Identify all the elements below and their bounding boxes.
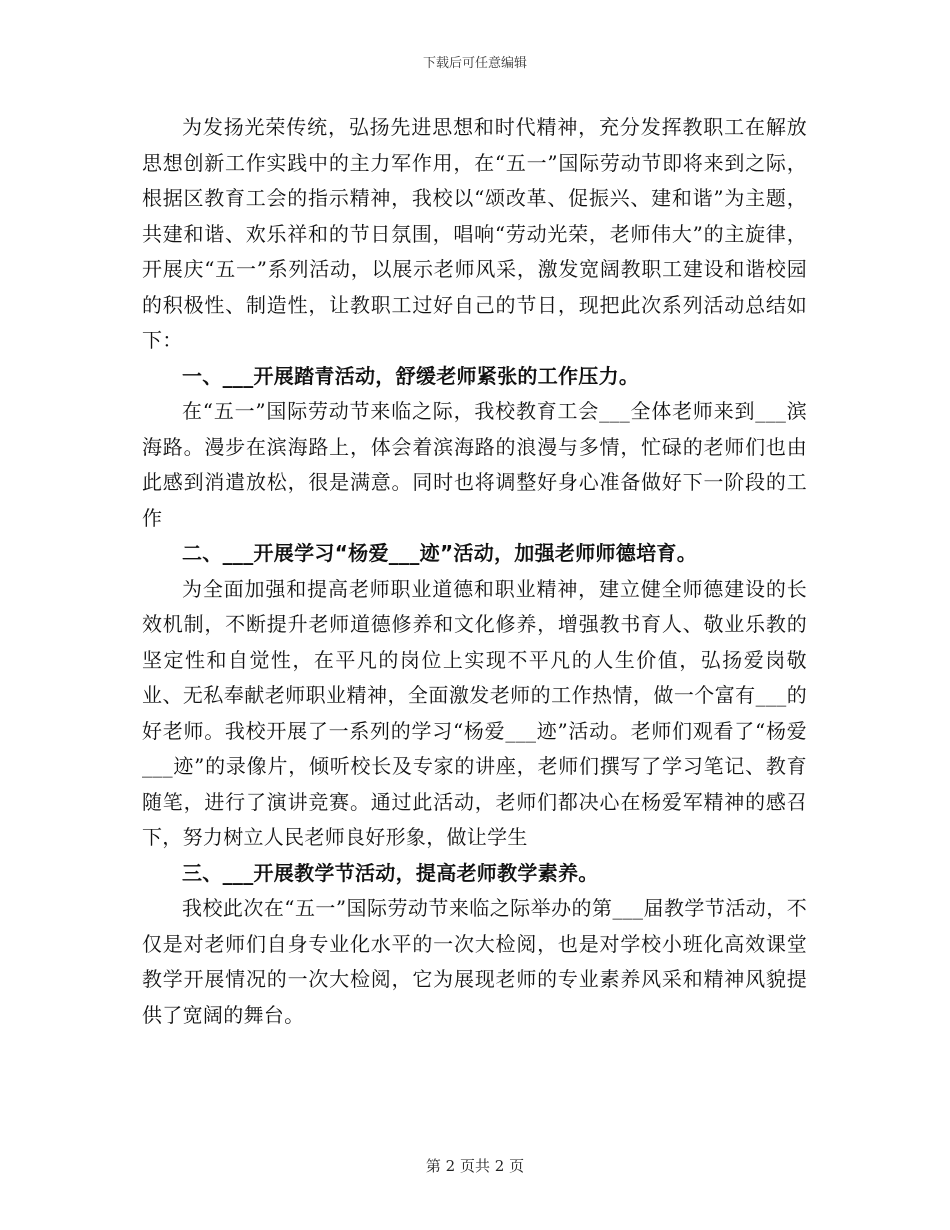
page-header: 下载后可任意编辑 xyxy=(422,56,527,71)
document-body xyxy=(142,110,807,1033)
section-body-2: 为全面加强和提高老师职业道德和职业精神，建立健全师德建设的长效机制，不断提升老师道德修养和文化修养，增强教书育人、敬业乐教的坚定性和自觉性，在平凡的岗位上实现不平凡的人生价值，弘扬爱岗敬业、无私奉献老师职业精神，全面激发老师的工作热情，做一个富有___的好老师。我校开展了一系列的学习“杨爱___迹”活动。老师们观看了“杨爱___迹”的录像片，倾听校长及专家的讲座，老师们撰写了学习笔记、教育随笔，进行了演讲竞赛。通过此活动，老师们都决心在杨爱军精神的感召下，努力树立人民老师良好形象，做让学生 xyxy=(142,576,807,849)
section-body-3: 我校此次在“五一”国际劳动节来临之际举办的第___届教学节活动，不仅是对老师们自身专业化水平的一次大检阅，也是对学校小班化高效课堂教学开展情况的一次大检阅，它为展现老师的专业素养风采和精神风貌提供了宽阔的舞台。 xyxy=(142,896,807,1027)
page-footer: 第 2 页共 2 页 xyxy=(425,1157,525,1175)
section-heading-3: 三、___开展教学节活动，提高老师教学素养。 xyxy=(182,860,599,885)
intro-paragraph: 为发扬光荣传统，弘扬先进思想和时代精神，充分发挥教职工在解放思想创新工作实践中的主力军作用，在“五一”国际劳动节即将来到之际，根据区教育工会的指示精神，我校以“颂改革、促振兴、建和谐”为主题，共建和谐、欢乐祥和的节日氛围，唱响“劳动光荣，老师伟大”的主旋律，开展庆“五一”系列活动，以展示老师风采，激发宽阔教职工建设和谐校园的积极性、制造性，让教职工过好自己的节日，现把此次系列活动总结如下： xyxy=(142,115,807,352)
section-heading-2: 二、___开展学习“杨爱___迹”活动，加强老师师德培育。 xyxy=(182,541,697,565)
section-body-1: 在“五一”国际劳动节来临之际，我校教育工会___全体老师来到___滨海路。漫步在滨海路上，体会着滨海路的浪漫与多情，忙碌的老师们也由此感到消遣放松，很是满意。同时也将调整好身心准备做好下一阶段的工作 xyxy=(142,399,807,530)
section-heading-1: 一、___开展踏青活动，舒缓老师紧张的工作压力。 xyxy=(182,363,640,388)
